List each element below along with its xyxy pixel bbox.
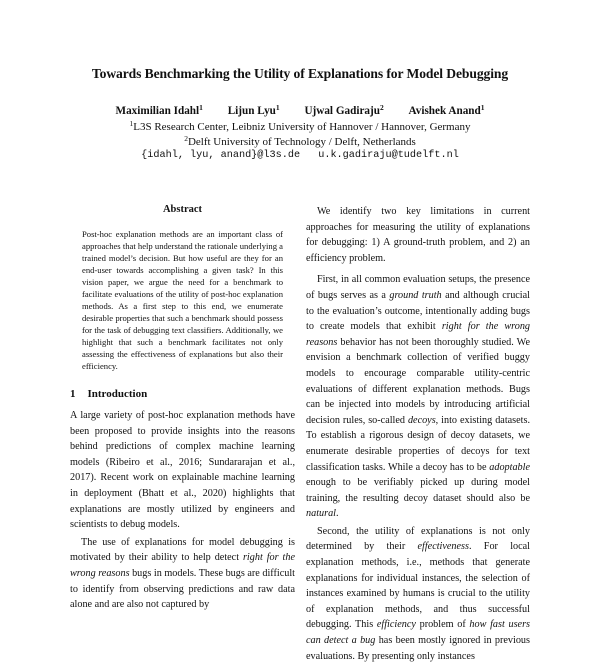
author: Lijun Lyu$^1$ <box>227 103 280 117</box>
left-column <box>70 204 295 613</box>
email: u.k.gadiraju@tudelft.nl <box>318 150 459 161</box>
intro-paragraph: The use of explanations for model debugging is motivated by their ability to help detect right for the wrong reasons bugs in models. These bugs are difficult to identify from observing predictions and raw data alone and are also not captured by <box>70 536 295 611</box>
email: {idahl, lyu, anand}@l3s.de <box>141 150 301 161</box>
affiliation-2: $^2$Delft University of Technology / Delft, Netherlands <box>184 134 416 148</box>
abstract-text: Post-hoc explanation methods are an important class of approaches that help understand the rationale underlying a trained model’s decision. But how useful are they for an end-user towards accomplishing a given task? In this vision paper, we argue the need for a benchmark to facilitate evaluations of the utility of post-hoc explanation methods. As a first step to this end, we enumerate desirable properties that such a benchmark should possess for the task of debugging text classifiers. Additionally, we highlight that such a benchmark facilitates not only assessing the effectiveness of explanations but also their efficiency. <box>82 229 283 371</box>
abstract-heading: Abstract <box>162 204 203 215</box>
author-emails <box>0 150 600 161</box>
section-heading-introduction: 1 Introduction <box>70 388 148 400</box>
body-paragraph: First, in all common evaluation setups, the presence of bugs serves as a ground truth and although crucial to the evaluation’s outcome, intentionally adding bugs to create models that exhibit right for the wrong reasons behavior has not been thoroughly studied. We envision a benchmark collection of verified buggy models to encourage comparable utility-centric evaluations of different explanation methods. Bugs can be injected into models by introducing artificial decision rules, so-called decoys, into existing datasets. To establish a rigorous design of decoy datasets, we enumerate desirable properties of decoys for text classification tasks. While a decoy has to be adoptable enough to be verifiably picked up during model training, the resulting decoy dataset should also be natural. <box>306 274 531 520</box>
author-list <box>0 105 600 117</box>
affiliation-1: $^1$L3S Research Center, Leibniz University of Hannover / Hannover, Germany <box>129 119 471 133</box>
body-paragraph: We identify two key limitations in current approaches for measuring the utility of explanations for debugging: 1) A ground-truth problem, and 2) an efficiency problem. <box>306 206 530 264</box>
author: Avishek Anand$^1$ <box>408 103 485 117</box>
body-paragraph: Second, the utility of explanations is not only determined by their effectiveness. For local explanation methods, i.e., methods that generate explanations for individual instances, the selection of instances examined by humans is crucial to the utility of explanation methods, and thus successful debugging. This efficiency problem of how fast users can detect a bug has been mostly ignored in previous evaluations. By presenting only instances <box>306 525 531 662</box>
author: Ujwal Gadiraju$^2$ <box>304 103 384 117</box>
right-column <box>306 204 530 664</box>
paper-title: Towards Benchmarking the Utility of Explanations for Model Debugging <box>91 66 509 81</box>
author: Maximilian Idahl$^1$ <box>115 103 203 117</box>
intro-paragraph: A large variety of post-hoc explanation methods have been proposed to provide insights into the reasons behind predictions of complex machine learning models (Ribeiro et al., 2016; Sundararajan et al., 2017). Recent work on explainable machine learning in deployment (Bhatt et al., 2020) highlights that explanations are mostly utilized by engineers and scientists to debug models. <box>70 410 295 531</box>
